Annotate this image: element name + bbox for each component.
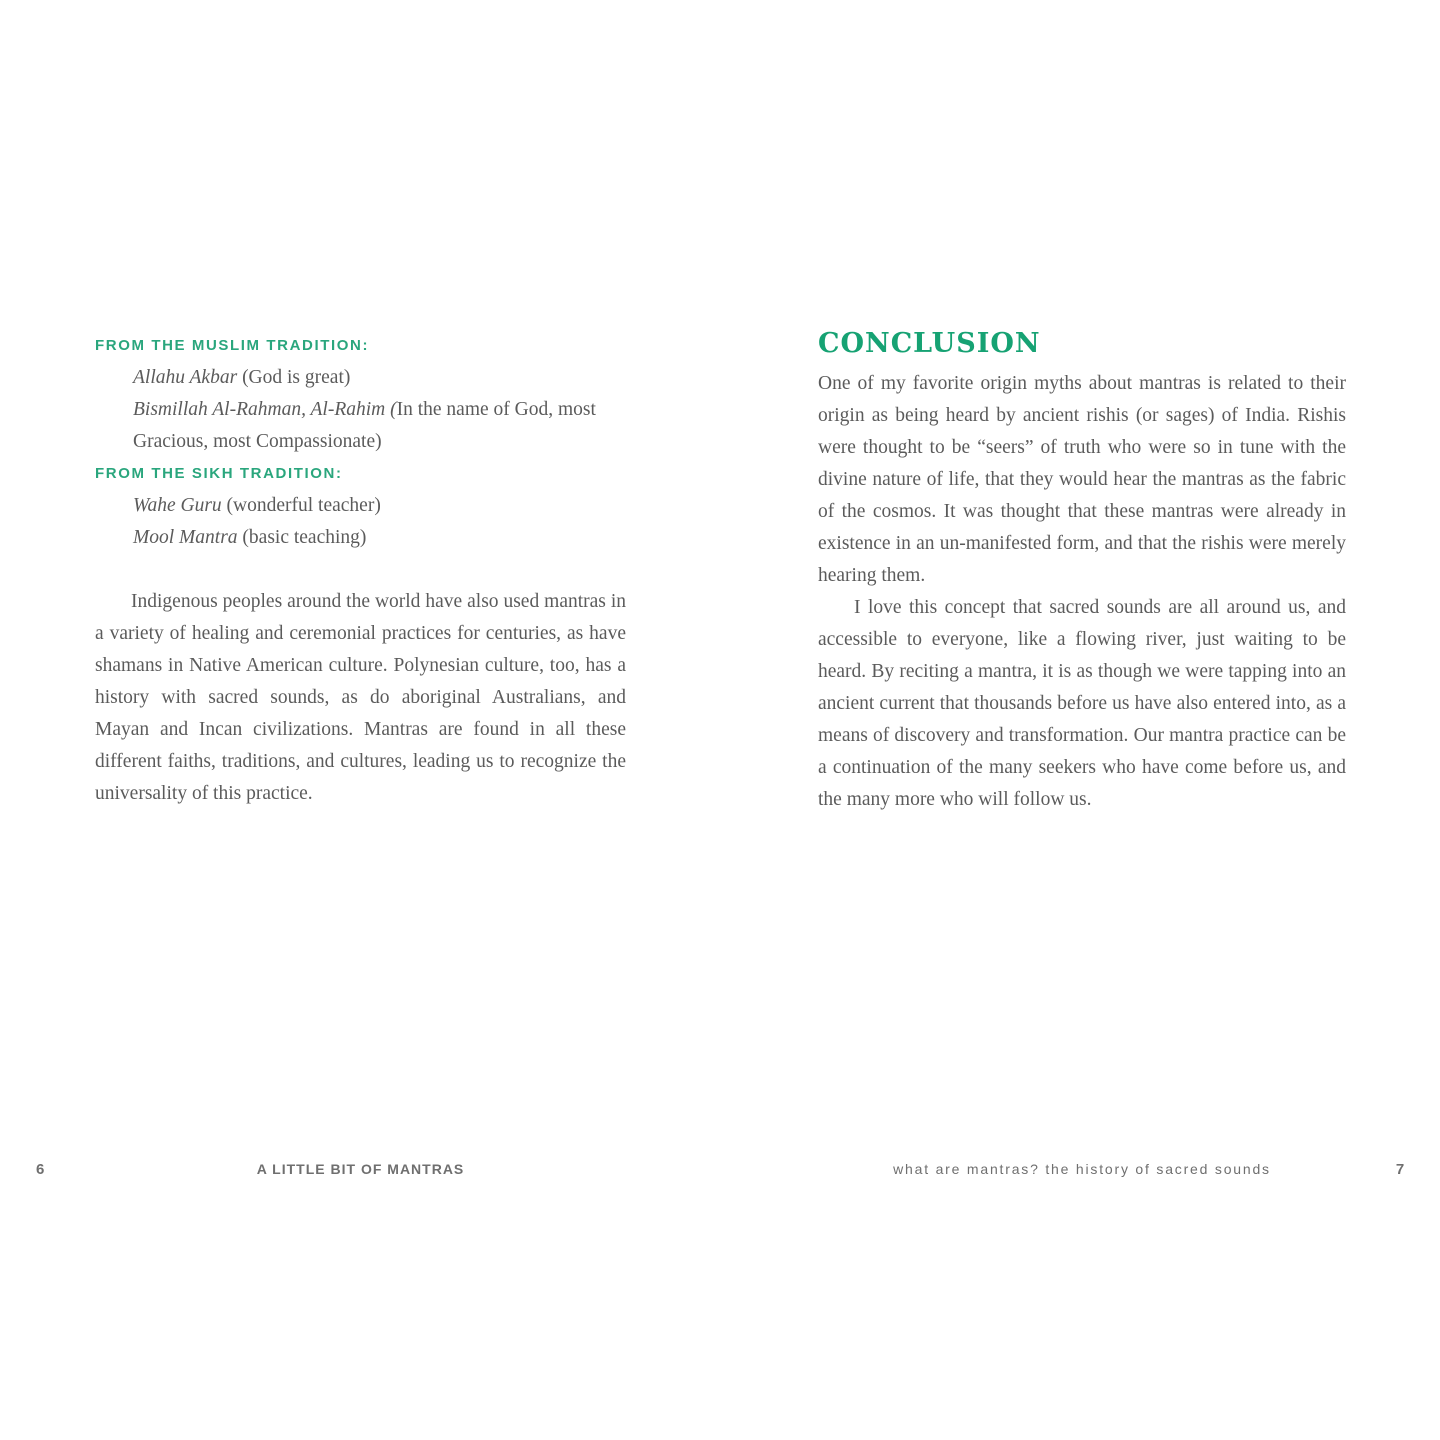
conclusion-paragraph-1: One of my favorite origin myths about mantras is related to their origin as being heard by ancient rishis (or sages) of India. Rishis were thought to be “seers” of truth who were so in tune with the divine nature of life, that they would hear the mantras as the fabric of the cosmos. It was thought that these mantras were already in existence in an un-manifested form, and that the rishis were merely hearing them. — [818, 373, 1346, 586]
mantra-name: Mool Mantra — [133, 527, 238, 548]
mantra-line-bismillah — [95, 394, 626, 458]
conclusion-paragraph-2: I love this concept that sacred sounds are all around us, and accessible to everyone, like a flowing river, just waiting to be heard. By reciting a mantra, it is as though we were tapping into an ancient current that thousands before us have also entered into, as a means of discovery and transformation. Our mantra practice can be a continuation of the many seekers who have come before us, and the many more who will follow us. — [818, 597, 1346, 810]
mantra-name: Wahe Guru — [133, 495, 222, 516]
right-page — [818, 326, 1346, 816]
left-body-paragraph: Indigenous peoples around the world have also used mantras in a variety of healing and ceremonial practices for centuries, as have shamans in Native American culture. Polynesian culture, too, has a history with sacred sounds, as do aboriginal Australians, and Mayan and Incan civilizations. Mantras are found in all these different faiths, traditions, and cultures, leading us to recognize the universality of this practice. — [95, 591, 626, 804]
muslim-tradition-section — [95, 330, 626, 458]
conclusion-heading: CONCLUSION — [818, 328, 1041, 359]
mantra-line-wahe-guru — [95, 490, 626, 522]
mantra-name: Bismillah Al-Rahman, Al-Rahim ( — [133, 399, 397, 420]
sikh-tradition-section — [95, 458, 626, 554]
mantra-line-mool-mantra — [95, 522, 626, 554]
mantra-translation: In the name of God, most Gracious, most Compassionate) — [133, 399, 596, 452]
left-page — [95, 330, 626, 810]
right-page-number: 7 — [1395, 1161, 1405, 1178]
mantra-line-allahu-akbar — [95, 362, 626, 394]
right-running-title: what are mantras? the history of sacred sounds — [893, 1161, 1271, 1177]
muslim-tradition-heading: FROM THE MUSLIM TRADITION: — [95, 337, 370, 354]
sikh-tradition-heading: FROM THE SIKH TRADITION: — [95, 465, 343, 482]
mantra-translation: (basic teaching) — [237, 527, 367, 548]
mantra-translation: (wonderful teacher) — [221, 495, 381, 516]
mantra-name: Allahu Akbar — [133, 367, 238, 388]
left-running-title: A LITTLE BIT OF MANTRAS — [256, 1161, 465, 1177]
left-page-number: 6 — [36, 1161, 45, 1178]
mantra-translation: (God is great) — [237, 367, 351, 388]
